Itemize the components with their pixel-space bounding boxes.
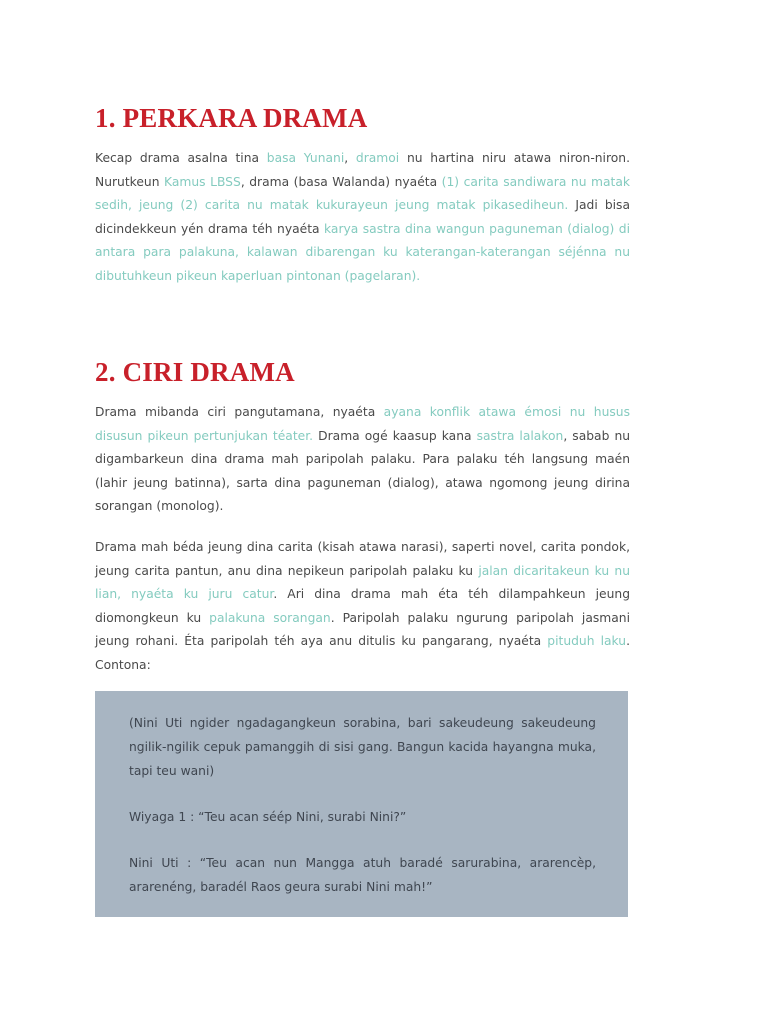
body-text: . Contona: bbox=[95, 634, 630, 672]
heading-perkara-drama: 1. PERKARA DRAMA bbox=[95, 103, 368, 133]
link-text[interactable]: dramoi bbox=[355, 151, 400, 165]
body-text: , drama (basa Walanda) nyaéta bbox=[240, 174, 442, 189]
body-text: Jadi bisa dicindekkeun yén drama téh nyaéta bbox=[95, 198, 630, 236]
heading-ciri-drama: 2. CIRI DRAMA bbox=[95, 357, 295, 387]
link-text[interactable]: jalan dicaritakeun ku nu lian, nyaéta ku juru catur bbox=[95, 563, 630, 602]
body-text: , sabab nu digambarkeun dina drama mah paripolah palaku. Para palaku téh langsung maén (lahir jeung batinna), sarta dina paguneman (dialog), atawa ngomong jeung dirina sorangan (monolog). bbox=[95, 428, 631, 514]
link-text[interactable]: pituduh laku bbox=[547, 634, 627, 649]
paragraph-perkara-drama bbox=[95, 147, 630, 289]
link-text[interactable]: basa Yunani bbox=[266, 151, 345, 165]
body-text: Drama mibanda ciri pangutamana, nyaéta bbox=[95, 405, 384, 419]
body-text: . Paripolah palaku ngurung paripolah jasmani jeung rohani. Éta paripolah téh aya anu ditulis ku pangarang, nyaéta bbox=[95, 610, 630, 649]
link-text[interactable]: Kamus LBSS bbox=[164, 174, 241, 189]
link-text[interactable]: sastra lalakon bbox=[476, 428, 564, 443]
example-dialog-line-2: Nini Uti : “Teu acan nun Mangga atuh baradé sarurabina, ararencèp, ararenéng, baradél Raos geura surabi Nini mah!” bbox=[129, 856, 596, 894]
paragraph-ciri-drama-1 bbox=[95, 401, 630, 519]
body-text: Kecap drama asalna tina bbox=[95, 151, 267, 165]
link-text[interactable]: ayana konflik atawa émosi nu husus disusun pikeun pertunjukan téater. bbox=[95, 405, 630, 443]
link-text[interactable]: (1) carita sandiwara nu matak sedih, jeung (2) carita nu matak kukurayeun jeung matak pikasediheun. bbox=[95, 174, 631, 213]
link-text[interactable]: palakuna sorangan bbox=[209, 610, 331, 625]
body-text: nu hartina niru atawa niron-niron. Nurutkeun bbox=[95, 151, 630, 189]
link-text[interactable]: karya sastra dina wangun paguneman (dialog) di antara para palakuna, kalawan dibarengan ku katerangan-katerangan séjénna nu dibutuhkeun pikeun kaperluan pintonan (pagelaran). bbox=[95, 221, 630, 283]
body-text: Drama mah béda jeung dina carita (kisah atawa narasi), saperti novel, carita pondok, jeung carita pantun, anu dina nepikeun paripolah palaku ku bbox=[95, 540, 630, 578]
example-dialog-line-1: Wiyaga 1 : “Teu acan séép Nini, surabi Nini?” bbox=[129, 810, 407, 824]
body-text: , bbox=[344, 151, 356, 165]
example-quote-box bbox=[95, 691, 628, 917]
paragraph-ciri-drama-2 bbox=[95, 536, 630, 678]
body-text: Drama ogé kaasup kana bbox=[313, 428, 477, 443]
example-stage-direction: (Nini Uti ngider ngadagangkeun sorabina, bari sakeudeung sakeudeung ngilik-ngilik cepuk pamanggih di sisi gang. Bangun kacida hayangna muka, tapi teu wani) bbox=[129, 716, 596, 778]
body-text: . Ari dina drama mah éta téh dilampahkeun jeung diomongkeun ku bbox=[95, 587, 631, 625]
